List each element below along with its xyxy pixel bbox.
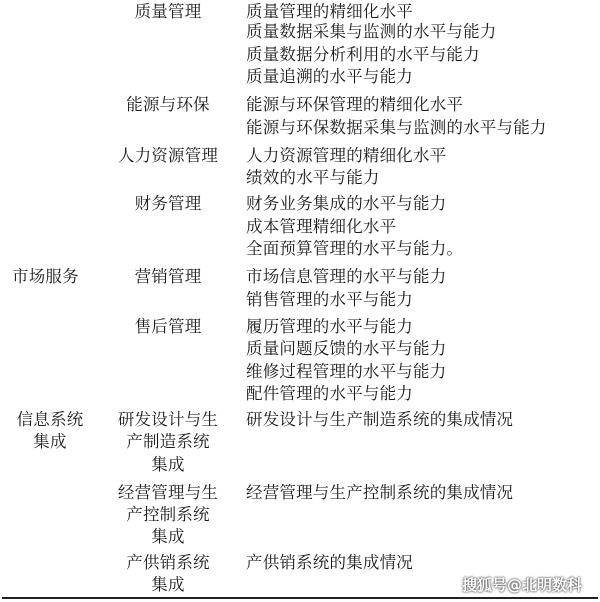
- indicator-quality-1: 质量管理的精细化水平: [246, 2, 413, 21]
- category-market-service: 市场服务: [12, 267, 79, 286]
- indicator-quality-4: 质量追溯的水平与能力: [246, 67, 413, 86]
- sub-category-ops-line1: 经营管理与生: [117, 483, 219, 502]
- sub-category-sales: 营销管理: [134, 267, 202, 286]
- sub-category-supply-line1: 产供销系统: [126, 553, 210, 572]
- sub-category-hr: 人力资源管理: [117, 146, 219, 165]
- sub-category-finance: 财务管理: [134, 194, 202, 213]
- indicator-rd-1: 研发设计与生产制造系统的集成情况: [246, 410, 514, 429]
- indicator-finance-1: 财务业务集成的水平与能力: [246, 194, 447, 213]
- category-info-integration-line1: 信息系统: [16, 410, 84, 429]
- indicator-quality-3: 质量数据分析利用的水平与能力: [246, 45, 480, 64]
- indicator-energy-2: 能源与环保数据采集与监测的水平与能力: [246, 118, 547, 137]
- indicator-aftersales-1: 履历管理的水平与能力: [246, 317, 413, 336]
- indicator-hr-1: 人力资源管理的精细化水平: [246, 146, 447, 165]
- indicator-sales-2: 销售管理的水平与能力: [246, 290, 413, 309]
- indicator-hr-2: 绩效的水平与能力: [246, 168, 380, 187]
- sub-category-aftersales: 售后管理: [134, 317, 202, 336]
- sub-category-supply-line2: 集成: [151, 575, 185, 594]
- indicator-finance-3: 全面预算管理的水平与能力。: [246, 239, 464, 258]
- indicator-aftersales-3: 维修过程管理的水平与能力: [246, 362, 447, 381]
- sub-category-rd-line3: 集成: [151, 455, 185, 474]
- sub-category-rd-line2: 产制造系统: [126, 432, 210, 451]
- indicator-finance-2: 成本管理精细化水平: [246, 217, 397, 236]
- sub-category-quality: 质量管理: [134, 2, 202, 21]
- sub-category-ops-line2: 产控制系统: [126, 505, 210, 524]
- indicator-supply-1: 产供销系统的集成情况: [246, 553, 413, 572]
- indicator-aftersales-4: 配件管理的水平与能力: [246, 384, 413, 403]
- indicator-sales-1: 市场信息管理的水平与能力: [246, 267, 447, 286]
- indicator-aftersales-2: 质量问题反馈的水平与能力: [246, 339, 447, 358]
- sub-category-energy: 能源与环保: [126, 95, 210, 114]
- indicator-quality-2: 质量数据采集与监测的水平与能力: [246, 22, 497, 41]
- sub-category-rd-line1: 研发设计与生: [117, 410, 219, 429]
- indicator-ops-1: 经营管理与生产控制系统的集成情况: [246, 483, 514, 502]
- category-info-integration-line2: 集成: [33, 432, 67, 451]
- table-bottom-rule: [2, 597, 598, 599]
- watermark: 搜狐号@北明数科: [462, 576, 583, 594]
- indicator-energy-1: 能源与环保管理的精细化水平: [246, 95, 464, 114]
- sub-category-ops-line3: 集成: [151, 527, 185, 546]
